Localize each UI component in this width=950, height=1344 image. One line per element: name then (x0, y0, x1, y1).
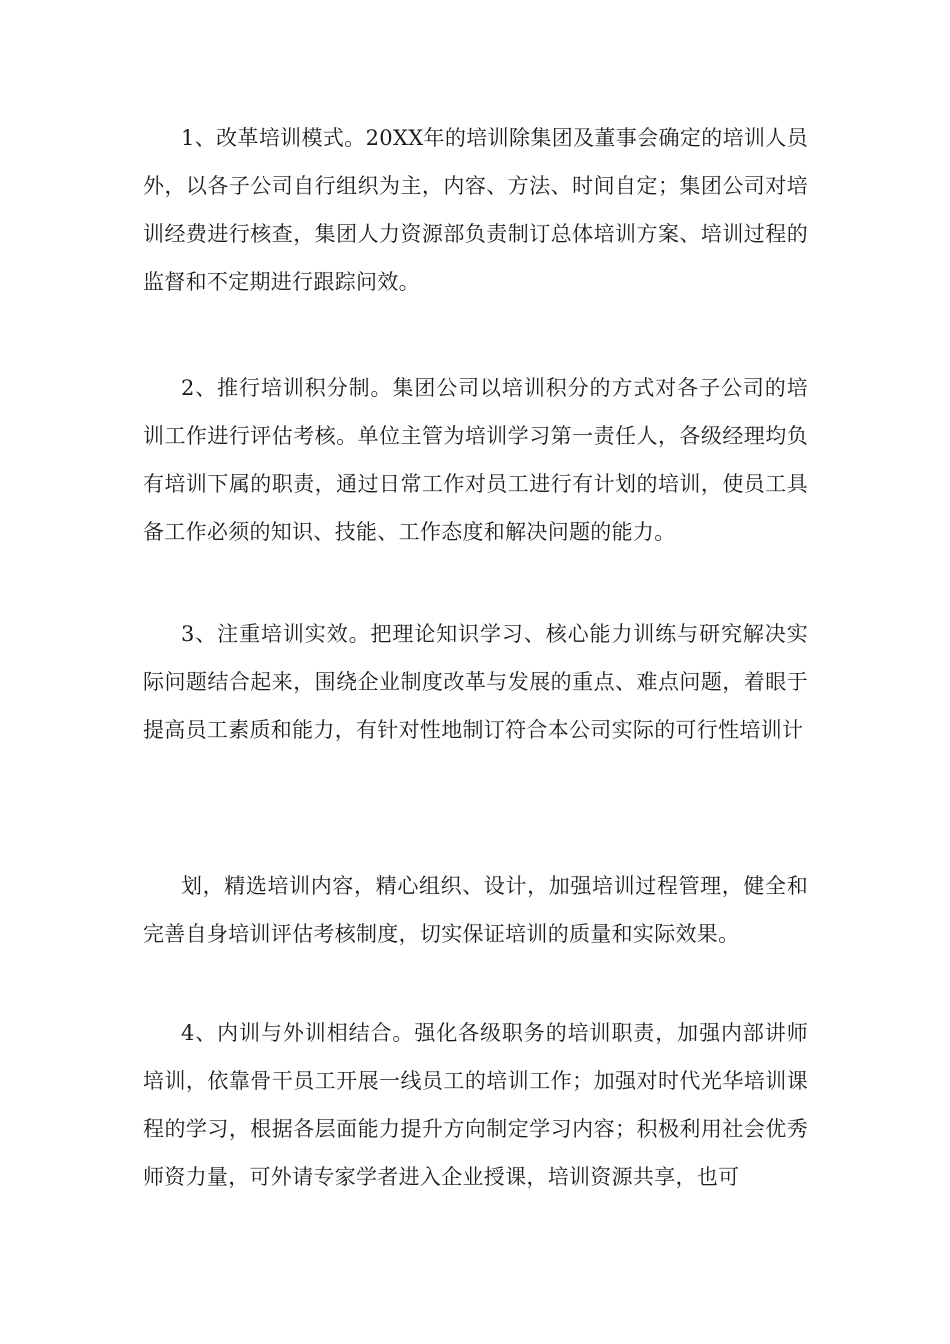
paragraph-training-effectiveness: 3、注重培训实效。把理论知识学习、核心能力训练与研究解决实际问题结合起来，围绕企业制度改革与发展的重点、难点问题，着眼于提高员工素质和能力，有针对性地制订符合本公司实际的可行性培训计 (143, 622, 808, 742)
paragraph-training-effectiveness-continued: 划，精选培训内容，精心组织、设计，加强培训过程管理，健全和完善自身培训评估考核制度，切实保证培训的质量和实际效果。 (143, 874, 808, 946)
paragraph-training-points-system: 2、推行培训积分制。集团公司以培训积分的方式对各子公司的培训工作进行评估考核。单位主管为培训学习第一责任人，各级经理均负有培训下属的职责，通过日常工作对员工进行有计划的培训，使员工具备工作必须的知识、技能、工作态度和解决问题的能力。 (143, 376, 808, 544)
paragraph-internal-external-training: 4、内训与外训相结合。强化各级职务的培训职责，加强内部讲师培训，依靠骨干员工开展一线员工的培训工作；加强对时代光华培训课程的学习，根据各层面能力提升方向制定学习内容；积极利用社会优秀师资力量，可外请专家学者进入企业授课，培训资源共享，也可 (143, 1021, 808, 1189)
paragraph-reform-training-mode: 1、改革培训模式。20XX年的培训除集团及董事会确定的培训人员外，以各子公司自行组织为主，内容、方法、时间自定；集团公司对培训经费进行核查，集团人力资源部负责制订总体培训方案、培训过程的监督和不定期进行跟踪问效。 (143, 126, 808, 294)
